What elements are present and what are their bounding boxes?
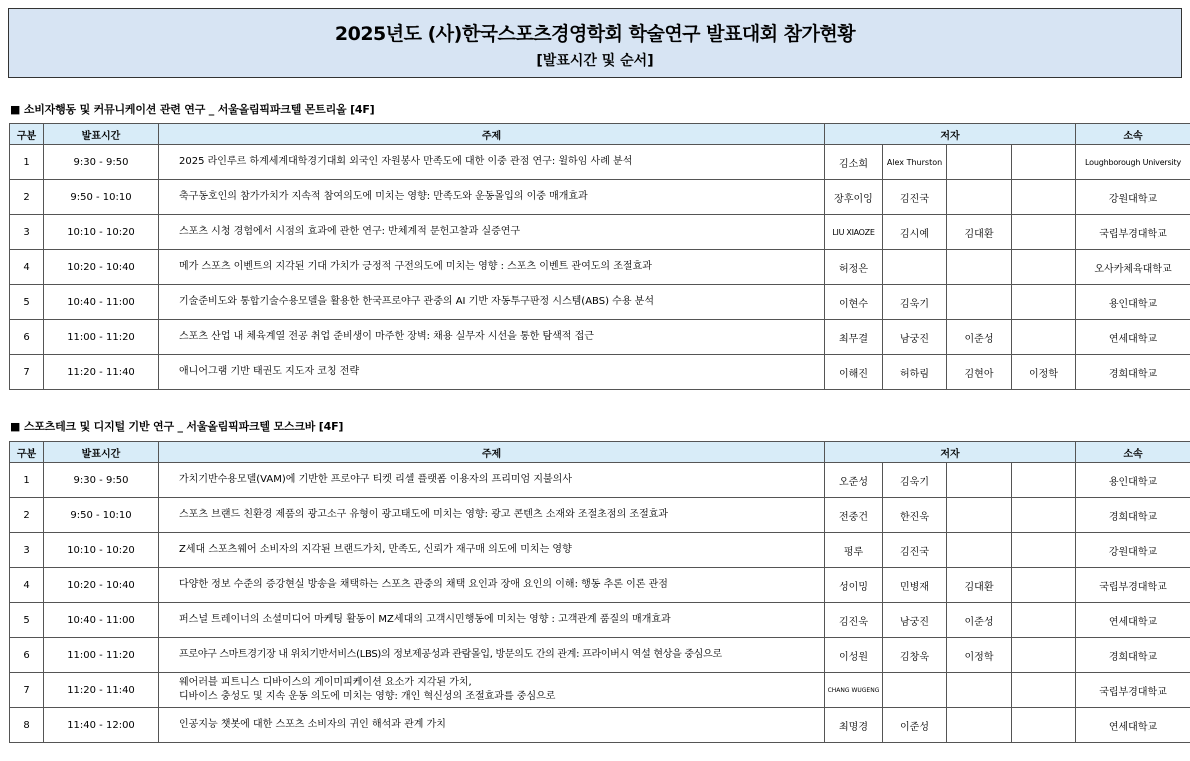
row-author-3: 김대환 <box>947 215 1012 250</box>
row-time: 9:30 - 9:50 <box>44 145 159 180</box>
col-authors-header: 저자 <box>825 124 1076 145</box>
row-author-2: 이준성 <box>883 708 947 743</box>
row-author-3: 이정학 <box>947 638 1012 673</box>
row-author-4: 이정학 <box>1012 355 1076 390</box>
row-topic-line-2: 디바이스 충성도 및 지속 운동 의도에 미치는 영향: 개인 혁신성의 조절효과를 중심으로 <box>179 691 556 702</box>
row-author-1: 김진욱 <box>825 603 883 638</box>
row-author-2 <box>883 250 947 285</box>
table-header-row <box>10 124 1190 145</box>
row-affiliation: 연세대학교 <box>1076 603 1190 638</box>
row-topic: 애니어그램 기반 태권도 지도자 코칭 전략 <box>159 355 825 390</box>
row-author-1: 김소희 <box>825 145 883 180</box>
row-time: 11:00 - 11:20 <box>44 638 159 673</box>
row-topic: 프로야구 스마트경기장 내 위치기반서비스(LBS)의 정보제공성과 관람몰입, 방문의도 간의 관계: 프라이버시 역설 현상을 중심으로 <box>159 638 825 673</box>
row-author-2: 남궁진 <box>883 603 947 638</box>
row-affiliation: 강원대학교 <box>1076 180 1190 215</box>
row-time: 10:20 - 10:40 <box>44 250 159 285</box>
row-affiliation: 경희대학교 <box>1076 498 1190 533</box>
row-author-3: 김대환 <box>947 568 1012 603</box>
row-time: 11:20 - 11:40 <box>44 355 159 390</box>
table-row <box>10 463 1190 498</box>
row-author-2: 민병재 <box>883 568 947 603</box>
row-author-3 <box>947 463 1012 498</box>
row-affiliation: 국립부경대학교 <box>1076 215 1190 250</box>
table-row <box>10 320 1190 355</box>
section-heading-consumer: ■ 소비자행동 및 커뮤니케이션 관련 연구 _ 서울올림픽파크텔 몬트리올 [4F] <box>10 103 375 116</box>
row-no: 4 <box>10 250 44 285</box>
row-topic: 기술준비도와 통합기술수용모델을 활용한 한국프로야구 관중의 AI 기반 자동투구판정 시스템(ABS) 수용 분석 <box>159 285 825 320</box>
row-time: 10:10 - 10:20 <box>44 215 159 250</box>
row-author-1: CHANG WUGENG <box>825 673 883 708</box>
row-author-2: 김욱기 <box>883 463 947 498</box>
row-affiliation: 국립부경대학교 <box>1076 568 1190 603</box>
table-row <box>10 603 1190 638</box>
row-topic: 스포츠 산업 내 체육계열 전공 취업 준비생이 마주한 장벽: 채용 실무자 시선을 통한 탐색적 접근 <box>159 320 825 355</box>
row-author-2: 김진국 <box>883 533 947 568</box>
row-no: 2 <box>10 498 44 533</box>
row-topic: 축구동호인의 참가가치가 지속적 참여의도에 미치는 영향: 만족도와 운동몰입의 이중 매개효과 <box>159 180 825 215</box>
row-time: 10:20 - 10:40 <box>44 568 159 603</box>
row-author-1: 펑루 <box>825 533 883 568</box>
row-no: 5 <box>10 285 44 320</box>
row-author-4 <box>1012 603 1076 638</box>
row-no: 6 <box>10 638 44 673</box>
row-author-4 <box>1012 145 1076 180</box>
row-author-4 <box>1012 638 1076 673</box>
row-author-3: 이준성 <box>947 320 1012 355</box>
row-author-3 <box>947 533 1012 568</box>
row-topic: 스포츠 브랜드 친환경 제품의 광고소구 유형이 광고태도에 미치는 영향: 광고 콘텐츠 소재와 조절초점의 조절효과 <box>159 498 825 533</box>
row-no: 6 <box>10 320 44 355</box>
schedule-table-consumer <box>9 123 1190 390</box>
col-time-header: 발표시간 <box>44 442 159 463</box>
row-topic: 메가 스포츠 이벤트의 지각된 기대 가치가 긍정적 구전의도에 미치는 영향 : 스포츠 이벤트 관여도의 조절효과 <box>159 250 825 285</box>
section-heading-sportstech: ■ 스포츠테크 및 디지털 기반 연구 _ 서울올림픽파크텔 모스크바 [4F] <box>10 420 344 433</box>
row-author-3 <box>947 145 1012 180</box>
row-author-2 <box>883 673 947 708</box>
row-author-1: 장후이잉 <box>825 180 883 215</box>
row-author-3 <box>947 285 1012 320</box>
row-topic: 퍼스널 트레이너의 소셜미디어 마케팅 활동이 MZ세대의 고객시민행동에 미치는 영향 : 고객관계 품질의 매개효과 <box>159 603 825 638</box>
schedule-table-sportstech <box>9 441 1190 743</box>
table-row <box>10 180 1190 215</box>
table-row <box>10 673 1190 708</box>
row-author-4 <box>1012 215 1076 250</box>
row-author-1: 최무결 <box>825 320 883 355</box>
row-topic: 스포츠 시청 경험에서 시점의 효과에 관한 연구: 반체계적 문헌고찰과 실증연구 <box>159 215 825 250</box>
row-no: 3 <box>10 533 44 568</box>
row-time: 11:40 - 12:00 <box>44 708 159 743</box>
row-affiliation: Loughborough University <box>1076 145 1190 180</box>
row-topic <box>159 673 825 708</box>
row-author-2: 남궁진 <box>883 320 947 355</box>
page-title: 2025년도 (사)한국스포츠경영학회 학술연구 발표대회 참가현황 <box>334 23 856 45</box>
row-author-1: 허정은 <box>825 250 883 285</box>
row-author-4 <box>1012 250 1076 285</box>
row-author-4 <box>1012 533 1076 568</box>
row-affiliation: 용인대학교 <box>1076 463 1190 498</box>
row-author-4 <box>1012 498 1076 533</box>
col-topic-header: 주제 <box>159 442 825 463</box>
row-author-3: 김현아 <box>947 355 1012 390</box>
col-topic-header: 주제 <box>159 124 825 145</box>
row-affiliation: 연세대학교 <box>1076 708 1190 743</box>
table-row <box>10 145 1190 180</box>
table-row <box>10 285 1190 320</box>
row-author-4 <box>1012 673 1076 708</box>
row-author-4 <box>1012 708 1076 743</box>
row-topic: 다양한 정보 수준의 증강현실 방송을 채택하는 스포츠 관중의 채택 요인과 장애 요인의 이해: 행동 추론 이론 관점 <box>159 568 825 603</box>
table-row <box>10 498 1190 533</box>
row-time: 9:50 - 10:10 <box>44 180 159 215</box>
table-row <box>10 708 1190 743</box>
row-no: 7 <box>10 355 44 390</box>
row-author-3 <box>947 250 1012 285</box>
row-author-2: 한진욱 <box>883 498 947 533</box>
row-time: 10:10 - 10:20 <box>44 533 159 568</box>
row-no: 2 <box>10 180 44 215</box>
row-author-1: 성이밍 <box>825 568 883 603</box>
table-row <box>10 533 1190 568</box>
row-no: 1 <box>10 145 44 180</box>
row-author-4 <box>1012 180 1076 215</box>
row-author-4 <box>1012 320 1076 355</box>
title-box <box>8 8 1182 78</box>
row-affiliation: 경희대학교 <box>1076 355 1190 390</box>
table-row <box>10 355 1190 390</box>
row-author-2: Alex Thurston <box>883 145 947 180</box>
row-time: 11:20 - 11:40 <box>44 673 159 708</box>
row-time: 11:00 - 11:20 <box>44 320 159 355</box>
row-author-4 <box>1012 568 1076 603</box>
row-no: 4 <box>10 568 44 603</box>
row-affiliation: 연세대학교 <box>1076 320 1190 355</box>
table-row <box>10 638 1190 673</box>
table-row <box>10 250 1190 285</box>
row-no: 5 <box>10 603 44 638</box>
row-author-2: 김진국 <box>883 180 947 215</box>
col-authors-header: 저자 <box>825 442 1076 463</box>
table-row <box>10 568 1190 603</box>
row-time: 9:50 - 10:10 <box>44 498 159 533</box>
row-author-1: 이해진 <box>825 355 883 390</box>
row-affiliation: 오사카체육대학교 <box>1076 250 1190 285</box>
row-author-2: 김욱기 <box>883 285 947 320</box>
row-topic-line-1: 웨어러블 피트니스 디바이스의 게이미피케이션 요소가 지각된 가치, <box>179 677 472 688</box>
row-author-4 <box>1012 285 1076 320</box>
row-affiliation: 국립부경대학교 <box>1076 673 1190 708</box>
row-author-3 <box>947 708 1012 743</box>
row-topic: 2025 라인루르 하계세계대학경기대회 외국인 자원봉사 만족도에 대한 이중 관점 연구: 윌하임 사례 분석 <box>159 145 825 180</box>
row-affiliation: 용인대학교 <box>1076 285 1190 320</box>
row-author-2: 허하림 <box>883 355 947 390</box>
row-author-2: 김시예 <box>883 215 947 250</box>
col-time-header: 발표시간 <box>44 124 159 145</box>
row-time: 9:30 - 9:50 <box>44 463 159 498</box>
page-subtitle: [발표시간 및 순서] <box>536 53 654 69</box>
table-header-row <box>10 442 1190 463</box>
row-author-1: 최명경 <box>825 708 883 743</box>
col-affiliation-header: 소속 <box>1076 124 1190 145</box>
row-author-1: 오준성 <box>825 463 883 498</box>
col-no-header: 구분 <box>10 442 44 463</box>
row-author-1: 전중건 <box>825 498 883 533</box>
row-author-1: 이현수 <box>825 285 883 320</box>
row-author-3 <box>947 498 1012 533</box>
row-no: 1 <box>10 463 44 498</box>
row-topic: Z세대 스포츠웨어 소비자의 지각된 브랜드가치, 만족도, 신뢰가 재구매 의도에 미치는 영향 <box>159 533 825 568</box>
row-topic: 인공지능 챗봇에 대한 스포츠 소비자의 귀인 해석과 관계 가치 <box>159 708 825 743</box>
row-no: 3 <box>10 215 44 250</box>
row-affiliation: 경희대학교 <box>1076 638 1190 673</box>
row-topic: 가치기반수용모델(VAM)에 기반한 프로야구 티켓 리셀 플랫폼 이용자의 프리미엄 지불의사 <box>159 463 825 498</box>
row-affiliation: 강원대학교 <box>1076 533 1190 568</box>
row-author-1: LIU XIAOZE <box>825 215 883 250</box>
row-author-4 <box>1012 463 1076 498</box>
row-time: 10:40 - 11:00 <box>44 603 159 638</box>
row-author-3 <box>947 180 1012 215</box>
row-author-2: 김창욱 <box>883 638 947 673</box>
row-author-1: 이성원 <box>825 638 883 673</box>
row-time: 10:40 - 11:00 <box>44 285 159 320</box>
table-row <box>10 215 1190 250</box>
row-author-3: 이준성 <box>947 603 1012 638</box>
row-author-3 <box>947 673 1012 708</box>
col-no-header: 구분 <box>10 124 44 145</box>
row-no: 7 <box>10 673 44 708</box>
row-no: 8 <box>10 708 44 743</box>
col-affiliation-header: 소속 <box>1076 442 1190 463</box>
